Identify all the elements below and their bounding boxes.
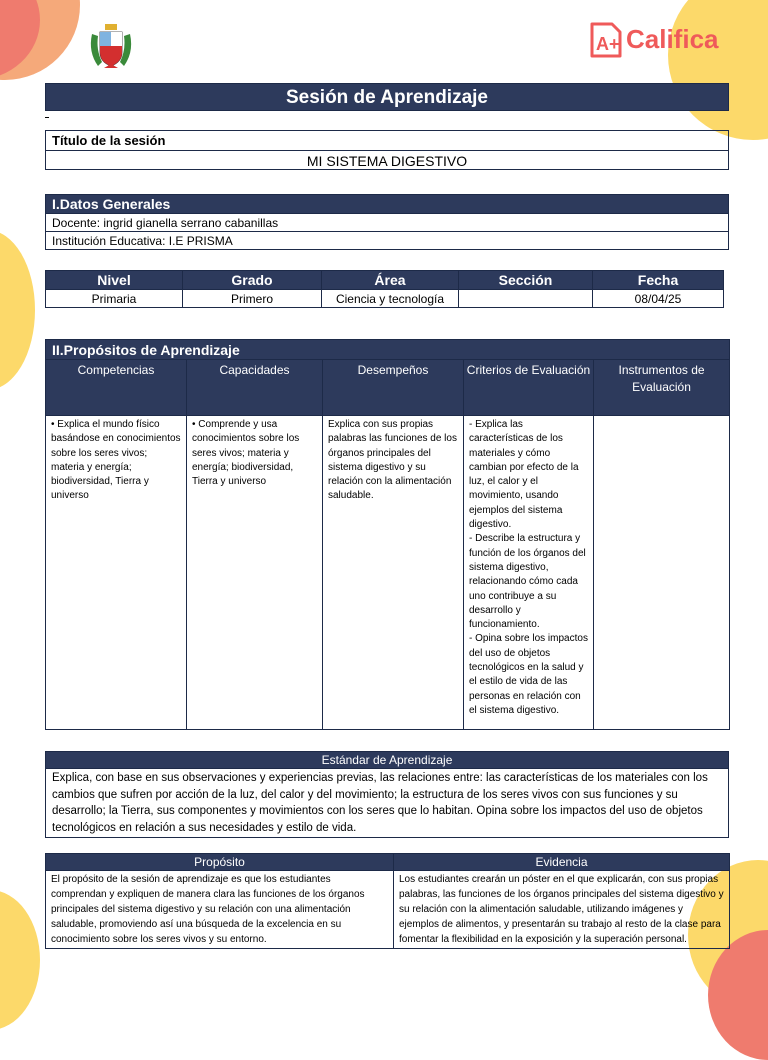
fecha-header: Fecha [593, 271, 724, 290]
criterio-item: - Opina sobre los impactos del uso de objetos tecnológicos en la salud y el estilo de vida de las personas en relación con el sistema digestivo. [469, 633, 588, 716]
datos-heading: I.Datos Generales [46, 195, 729, 214]
fecha-value: 08/04/25 [593, 290, 724, 308]
califica-logo [588, 20, 728, 64]
propositos-heading: II.Propósitos de Aprendizaje [46, 340, 730, 360]
decor-blob [0, 230, 35, 390]
estandar-table [45, 751, 729, 838]
evidencia-heading: Evidencia [394, 854, 730, 871]
estandar-text: Explica, con base en sus observaciones y experiencias previas, las relaciones entre: las características de los materiales con los cambios que sufren por acción de la luz, del calor y del movimiento; la estructura de los seres vivos con sus funciones y su desarrollo; la Tierra, sus componentes y movimientos con los seres que lo habitan. Opina sobre los impactos del uso de objetos tecnológicos en relación a sus necesidades y estilo de vida. [46, 769, 729, 838]
decor-blob [0, 890, 40, 1030]
grado-header: Grado [183, 271, 322, 290]
criterio-item: - Explica las características de los materiales y cómo cambian por efecto de la luz, el calor y el movimiento, usando ejemplos del sistema digestivo. [469, 419, 579, 531]
logo-text: Califica [626, 24, 719, 54]
divider [46, 150, 728, 151]
propositos-table [45, 339, 730, 730]
session-title: MI SISTEMA DIGESTIVO [306, 153, 468, 169]
competencias-cell: • Explica el mundo físico basándose en conocimientos sobre los seres vivos; materia y energía; biodiversidad, Tierra y universo [46, 416, 187, 730]
docente-field: Docente: ingrid gianella serrano cabanillas [46, 214, 729, 232]
divider [45, 117, 49, 118]
datos-generales-table [45, 194, 729, 250]
califica-logo-icon [588, 20, 624, 60]
instrumentos-header: Instrumentos de Evaluación [594, 360, 730, 416]
proposito-text: El propósito de la sesión de aprendizaje es que los estudiantes comprendan y expliquen de manera clara las funciones de los órganos principales del sistema digestivo y su relación con una alimentación saludable, promoviendo así una búsqueda de la excelencia en su conocimiento sobre los seres vivos y su entorno. [46, 871, 394, 949]
area-value: Ciencia y tecnología [322, 290, 459, 308]
desempenos-cell: Explica con sus propias palabras las funciones de los órganos principales del sistema digestivo y su relación con la alimentación saludable. [323, 416, 464, 730]
instrumentos-cell [594, 416, 730, 730]
proposito-heading: Propósito [46, 854, 394, 871]
proposito-evidencia-table [45, 853, 730, 949]
coat-of-arms-icon [88, 22, 134, 72]
capacidades-header: Capacidades [187, 360, 323, 416]
criterio-item: - Describe la estructura y función de los órganos del sistema digestivo, relacionando cómo cada uno contribuye a su desarrollo y funcionamiento. [469, 533, 586, 631]
evidencia-text: Los estudiantes crearán un póster en el que explicarán, con sus propias palabras, las funciones de los órganos principales del sistema digestivo y su relación con la alimentación saludable, utilizando imágenes y ejemplos de alimentos, y presentarán su trabajo al resto de la clase para fomentar la flexibilidad en la exposición y la superación personal. [394, 871, 730, 949]
session-label: Título de la sesión [52, 133, 166, 148]
page-title: Sesión de Aprendizaje [45, 83, 729, 111]
nivel-header: Nivel [46, 271, 183, 290]
estandar-heading: Estándar de Aprendizaje [46, 752, 729, 769]
grado-value: Primero [183, 290, 322, 308]
session-box [45, 130, 729, 170]
logo-mark: A+ [596, 34, 620, 54]
seccion-value [459, 290, 593, 308]
institucion-field: Institución Educativa: I.E PRISMA [46, 232, 729, 250]
capacidades-cell: • Comprende y usa conocimientos sobre los seres vivos; materia y energía; biodiversidad, Tierra y universo [187, 416, 323, 730]
nivel-value: Primaria [46, 290, 183, 308]
area-header: Área [322, 271, 459, 290]
criterios-header: Criterios de Evaluación [464, 360, 594, 416]
criterios-cell [464, 416, 594, 730]
desempenos-header: Desempeños [323, 360, 464, 416]
seccion-header: Sección [459, 271, 593, 290]
nivel-table [45, 270, 724, 308]
competencias-header: Competencias [46, 360, 187, 416]
